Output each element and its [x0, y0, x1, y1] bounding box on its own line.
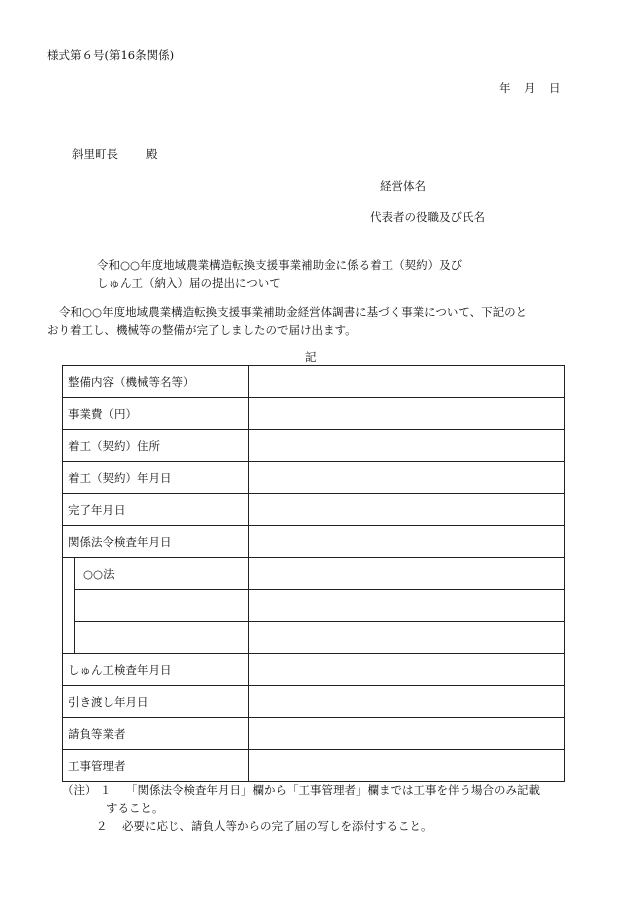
row-value[interactable] [249, 686, 565, 718]
row-value[interactable] [249, 430, 565, 462]
body-line: 令和○○年度地域農業構造転換支援事業補助金経営体調書に基づく事業について、下記のと [59, 305, 528, 319]
notes-prefix: （注） [62, 783, 97, 797]
date-day-label: 日 [549, 81, 561, 95]
subrow-indent [63, 558, 75, 654]
row-label: 事業費（円） [63, 398, 249, 430]
table-row [63, 366, 565, 398]
table-subrow [63, 590, 565, 622]
table-row [63, 654, 565, 686]
subject-line: しゅん工（納入）届の提出について [97, 276, 281, 290]
note-number: ２ [96, 819, 108, 833]
row-value[interactable] [249, 718, 565, 750]
table-row [63, 462, 565, 494]
row-value[interactable] [249, 462, 565, 494]
row-value[interactable] [249, 558, 565, 590]
subrow-label: ○○法 [75, 558, 249, 590]
table-row [63, 526, 565, 558]
note-text: 「関係法令検査年月日」欄から「工事管理者」欄までは工事を伴う場合のみ記載 [126, 783, 540, 797]
table-row [63, 750, 565, 782]
addressee-honorific: 殿 [146, 147, 158, 161]
row-label: しゅん工検査年月日 [63, 654, 249, 686]
form-table [62, 365, 565, 782]
table-row [63, 398, 565, 430]
row-value[interactable] [249, 622, 565, 654]
row-label: 着工（契約）年月日 [63, 462, 249, 494]
table-subrow [63, 622, 565, 654]
ki-heading: 記 [305, 350, 317, 364]
date-year-label: 年 [499, 81, 511, 95]
row-label: 関係法令検査年月日 [63, 526, 249, 558]
subrow-label [75, 590, 249, 622]
row-label: 引き渡し年月日 [63, 686, 249, 718]
row-value[interactable] [249, 590, 565, 622]
note-text: 必要に応じ、請負人等からの完了届の写しを添付すること。 [122, 819, 433, 833]
row-value[interactable] [249, 494, 565, 526]
row-value[interactable] [249, 654, 565, 686]
row-label: 請負等業者 [63, 718, 249, 750]
row-label: 着工（契約）住所 [63, 430, 249, 462]
row-value[interactable] [249, 526, 565, 558]
table-row [63, 718, 565, 750]
subject [97, 256, 462, 292]
addressee-name: 斜里町長 [72, 147, 118, 161]
note-text: すること。 [106, 801, 164, 815]
note-number: １ [100, 783, 112, 797]
row-label: 整備内容（機械等名等） [63, 366, 249, 398]
row-label: 完了年月日 [63, 494, 249, 526]
body-line: おり着工し、機械等の整備が完了しましたので届け出ます。 [47, 323, 357, 337]
table-row [63, 686, 565, 718]
row-value[interactable] [249, 398, 565, 430]
table-subrow [63, 558, 565, 590]
date-month-label: 月 [524, 81, 536, 95]
table-row [63, 430, 565, 462]
org-name-label: 経営体名 [380, 179, 426, 193]
subject-line: 令和○○年度地域農業構造転換支援事業補助金に係る着工（契約）及び [97, 258, 463, 272]
representative-label: 代表者の役職及び氏名 [370, 210, 485, 224]
row-value[interactable] [249, 750, 565, 782]
row-value[interactable] [249, 366, 565, 398]
row-label: 工事管理者 [63, 750, 249, 782]
form-number: 様式第６号(第16条関係) [47, 48, 175, 62]
body-text [47, 303, 527, 339]
subrow-label [75, 622, 249, 654]
table-row [63, 494, 565, 526]
